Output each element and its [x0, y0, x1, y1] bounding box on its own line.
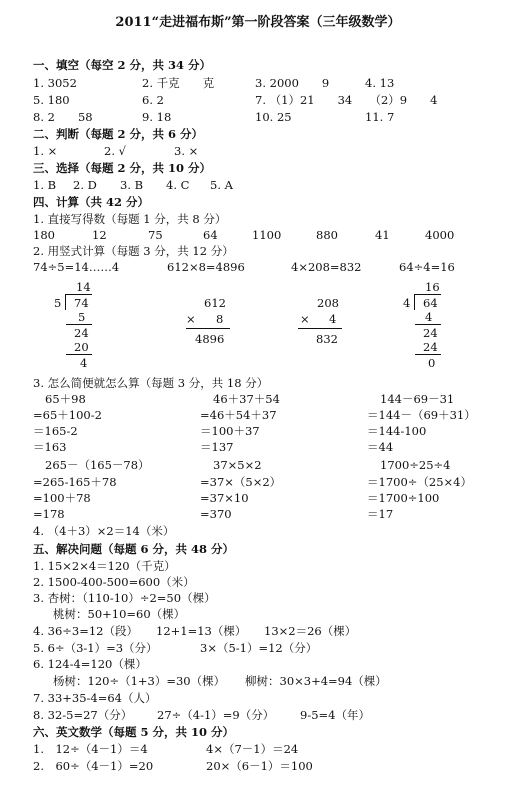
rule	[66, 354, 92, 355]
rule	[415, 324, 441, 325]
step: 24	[423, 340, 438, 354]
answer: 8. 2 58	[33, 110, 93, 124]
dividend: 74	[74, 296, 89, 310]
section6-heading: 六、英文数学（每题 5 分，共 10 分）	[33, 725, 235, 739]
division-bracket	[65, 294, 66, 310]
answer: 5. A	[210, 178, 233, 192]
answer: 8. 32-5=27（分）	[33, 708, 133, 722]
dividend: 64	[423, 296, 438, 310]
answer: 4×（7－1）＝24	[206, 742, 299, 756]
answer: 9. 18	[142, 110, 172, 124]
equation: 64÷4=16	[399, 260, 455, 274]
answer: 4. C	[166, 178, 190, 192]
section4-heading: 四、计算（共 42 分）	[33, 195, 150, 209]
calc-line: 65＋98	[45, 392, 86, 406]
calc-line: ＝137	[200, 440, 234, 454]
rule	[66, 324, 92, 325]
calc-line: =100＋78	[33, 491, 91, 505]
calc-line: 37×5×2	[213, 458, 262, 472]
calc-line: ＝1700÷100	[367, 491, 440, 505]
answer: 3. ×	[174, 144, 199, 158]
equation: 612×8=4896	[167, 260, 245, 274]
answer: 6. 2	[142, 93, 164, 107]
times-sign: ×	[186, 312, 196, 326]
answer: 5. 180	[33, 93, 70, 107]
answer: 3. 杏树：（110-10）÷2=50（棵）	[33, 591, 216, 605]
answer: 1100	[252, 228, 282, 242]
calc-line: =46＋54＋37	[200, 408, 277, 422]
calc-line: 144－69－31	[380, 392, 455, 406]
answer: 20×（6－1）＝100	[206, 759, 313, 773]
division-bracket	[414, 294, 415, 310]
calc-line: =65＋100-2	[33, 408, 102, 422]
rule	[415, 354, 441, 355]
calc-line: =178	[33, 507, 65, 521]
answer: 2. 千克 克	[142, 76, 215, 90]
calc-line: ＝17	[367, 507, 394, 521]
divisor: 5	[54, 296, 62, 310]
calc-line: 46＋37＋54	[213, 392, 280, 406]
answer: 41	[375, 228, 390, 242]
answer: 5. 6÷（3-1）=3（分）	[33, 641, 158, 655]
equation: 4×208=832	[291, 260, 362, 274]
answer: 2. D	[73, 178, 97, 192]
answer: 4. （4＋3）×2＝14（米）	[33, 524, 175, 538]
calc-line: ＝1700÷（25×4）	[367, 475, 472, 489]
equation: 74÷5=14……4	[33, 260, 120, 274]
answer: 2. 1500-400-500=600（米）	[33, 575, 195, 589]
calc-line: 1700÷25÷4	[380, 458, 451, 472]
divisor: 4	[403, 296, 411, 310]
calc-line: ＝163	[33, 440, 67, 454]
answer: 7. （1）21 34 （2）9 4	[255, 93, 438, 107]
calc-line: ＝144-100	[367, 424, 427, 438]
answer: 2. 60÷（4－1）=20	[33, 759, 154, 773]
calc-line: ＝165-2	[33, 424, 78, 438]
remainder: 0	[428, 356, 436, 370]
quotient: 16	[425, 280, 440, 294]
answer: 1. ×	[33, 144, 58, 158]
times-sign: ×	[300, 312, 310, 326]
answer: 桃树：50+10=60（棵）	[53, 607, 186, 621]
answer: 3. B	[120, 178, 144, 192]
answer: 1. 12÷（4－1）＝4	[33, 742, 148, 756]
rule	[298, 328, 342, 329]
calc-line: ＝144－（69＋31）	[367, 408, 476, 422]
answer: 3×（5-1）=12（分）	[200, 641, 318, 655]
product: 4896	[195, 332, 225, 346]
remainder: 4	[80, 356, 88, 370]
answer: 75	[148, 228, 163, 242]
answer: 1. 15×2×4＝120（千克）	[33, 559, 176, 573]
division-bar	[415, 294, 441, 295]
answer: 4. 13	[365, 76, 395, 90]
answer: 27÷（4-1）=9（分）	[157, 708, 275, 722]
rule	[186, 328, 230, 329]
step: 24	[423, 326, 438, 340]
subheading: 3. 怎么简便就怎么算（每题 3 分，共 18 分）	[33, 376, 269, 390]
product: 832	[316, 332, 338, 346]
multiplicand: 208	[317, 296, 339, 310]
page-title: 2011“走进福布斯”第一阶段答案（三年级数学）	[115, 15, 401, 30]
answer: 4000	[425, 228, 455, 242]
answer: 12	[92, 228, 107, 242]
subheading: 2. 用竖式计算（每题 3 分，共 12 分）	[33, 244, 234, 258]
quotient: 14	[76, 280, 91, 294]
answer: 1. B	[33, 178, 57, 192]
answer: 10. 25	[255, 110, 292, 124]
calc-line: =37×（5×2）	[200, 475, 282, 489]
step: 5	[78, 310, 86, 324]
step: 20	[74, 340, 89, 354]
calc-line: ＝100＋37	[200, 424, 260, 438]
answer: 880	[316, 228, 338, 242]
answer: 1. 3052	[33, 76, 77, 90]
section1-heading: 一、填空（每空 2 分，共 34 分）	[33, 58, 212, 72]
answer: 180	[33, 228, 55, 242]
section2-heading: 二、判断（每题 2 分，共 6 分）	[33, 127, 204, 141]
section3-heading: 三、选择（每题 2 分，共 10 分）	[33, 161, 212, 175]
answer: 7. 33+35-4=64（人）	[33, 691, 157, 705]
answer: 3. 2000 9	[255, 76, 330, 90]
step: 4	[425, 310, 433, 324]
answer: 杨树：120÷（1+3）=30（棵）	[53, 674, 226, 688]
answer: 6. 124-4=120（棵）	[33, 657, 147, 671]
calc-line: =370	[200, 507, 232, 521]
multiplicand: 612	[204, 296, 226, 310]
answer: 9-5=4（年）	[300, 708, 370, 722]
answer: 13×2＝26（棵）	[264, 624, 357, 638]
answer: 11. 7	[365, 110, 395, 124]
calc-line: 265－（165－78）	[45, 458, 150, 472]
answer: 柳树：30×3+4=94（棵）	[245, 674, 387, 688]
answer: 4. 36÷3=12（段）	[33, 624, 138, 638]
calc-line: ＝44	[367, 440, 394, 454]
answer: 2. √	[104, 144, 126, 158]
answer: 12+1=13（棵）	[156, 624, 247, 638]
calc-line: =37×10	[200, 491, 249, 505]
calc-line: =265-165＋78	[33, 475, 117, 489]
subheading: 1. 直接写得数（每题 1 分，共 8 分）	[33, 212, 227, 226]
section5-heading: 五、解决问题（每题 6 分，共 48 分）	[33, 542, 235, 556]
multiplier: 4	[329, 312, 337, 326]
multiplier: 8	[216, 312, 224, 326]
answer: 64	[203, 228, 218, 242]
step: 24	[74, 326, 89, 340]
division-bar	[66, 294, 92, 295]
